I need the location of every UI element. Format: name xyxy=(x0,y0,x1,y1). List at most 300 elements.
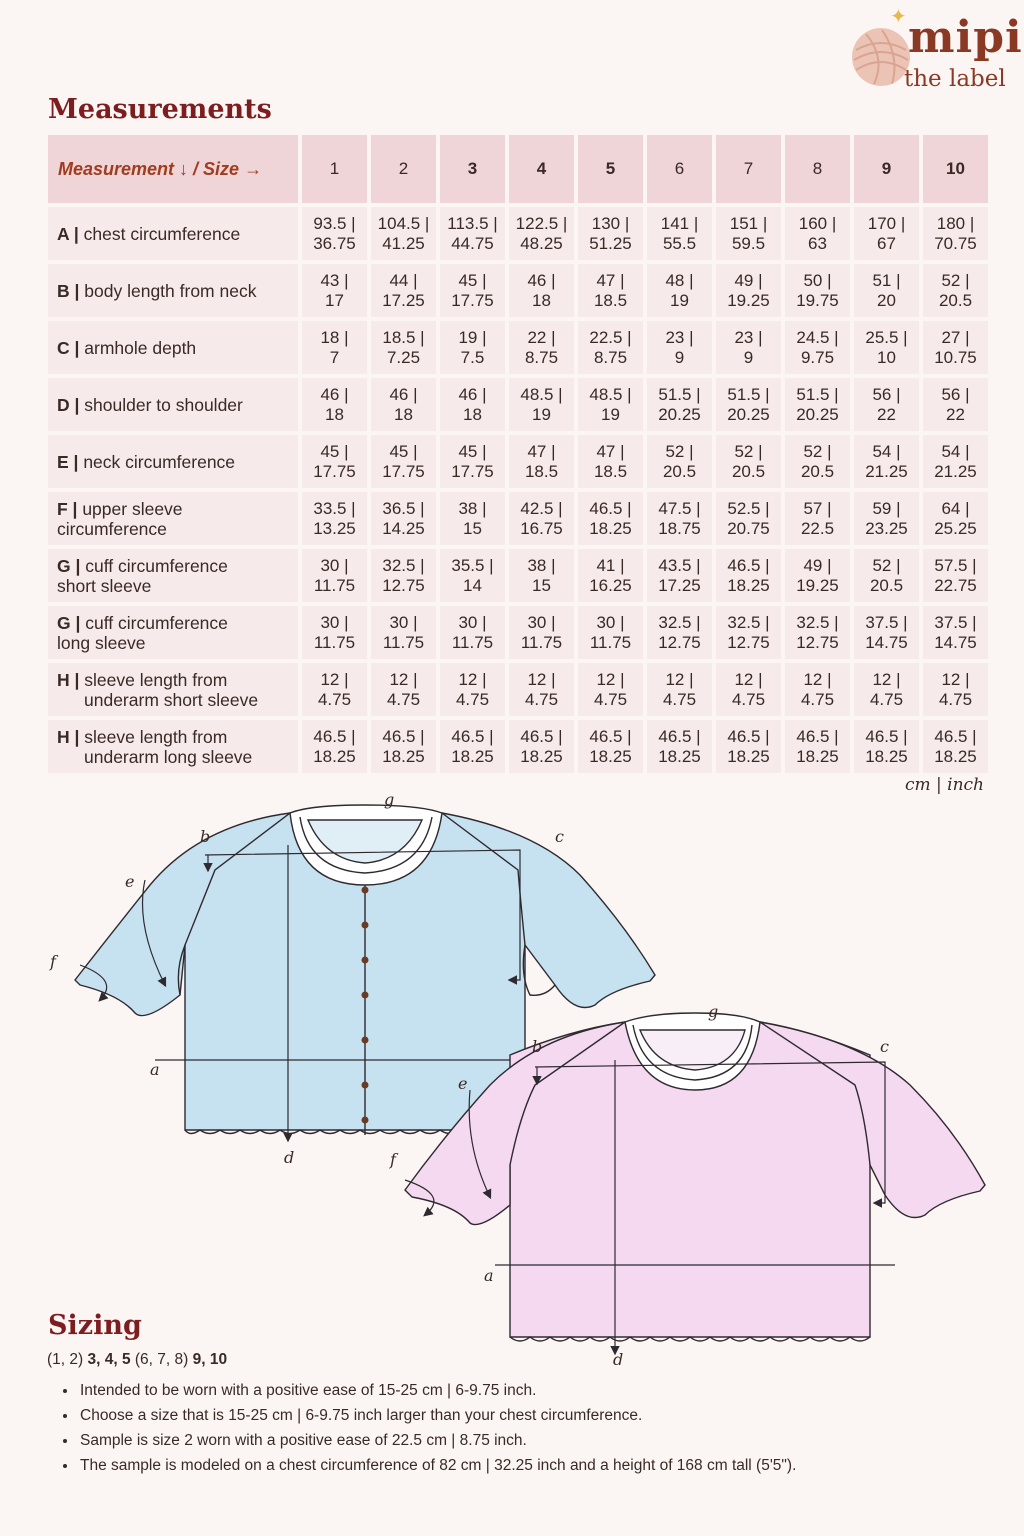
value-inch: 4.75 xyxy=(455,689,490,709)
measurement-cell xyxy=(854,435,919,488)
value-cm: 45 | xyxy=(320,441,349,461)
label-b-blue: b xyxy=(200,827,211,846)
value-inch: 20 xyxy=(877,290,896,310)
value-inch: 7 xyxy=(329,347,340,367)
measurements-title: Measurements xyxy=(48,94,272,125)
value-cm: 42.5 | xyxy=(520,498,563,518)
measurement-cell xyxy=(716,549,781,602)
value-cm: 30 | xyxy=(320,555,349,575)
value-cm: 24.5 | xyxy=(796,327,839,347)
measurement-cell xyxy=(440,207,505,260)
value-inch: 59.5 xyxy=(731,233,766,253)
measurement-label xyxy=(48,207,298,260)
measurement-cell xyxy=(785,435,850,488)
value-cm: 46.5 | xyxy=(589,726,632,746)
value-inch: 19 xyxy=(601,404,620,424)
value-inch: 17.25 xyxy=(382,290,425,310)
measurement-letter: E | xyxy=(57,451,79,472)
measurement-cell xyxy=(854,264,919,317)
value-inch: 21.25 xyxy=(934,461,977,481)
measurement-cell xyxy=(716,492,781,545)
value-inch: 21.25 xyxy=(865,461,908,481)
size-header: 10 xyxy=(923,135,988,203)
measurement-label xyxy=(48,606,298,659)
measurement-letter: G | xyxy=(57,555,81,576)
value-cm: 33.5 | xyxy=(313,498,356,518)
value-inch: 7.25 xyxy=(386,347,421,367)
label-g-blue: g xyxy=(384,790,395,809)
value-cm: 25.5 | xyxy=(865,327,908,347)
measurement-cell xyxy=(854,549,919,602)
yarn-ball-icon xyxy=(852,28,910,86)
value-inch: 67 xyxy=(877,233,896,253)
value-inch: 20.25 xyxy=(727,404,770,424)
value-inch: 20.75 xyxy=(727,518,770,538)
value-inch: 4.75 xyxy=(386,689,421,709)
brand-logo xyxy=(848,0,1024,100)
measurement-cell xyxy=(302,321,367,374)
value-cm: 51.5 | xyxy=(796,384,839,404)
measurement-letter: H | xyxy=(57,726,80,747)
measurement-cell xyxy=(509,264,574,317)
measurement-name: armhole depth xyxy=(84,337,197,358)
value-cm: 160 | xyxy=(798,213,837,233)
measurement-cell xyxy=(440,264,505,317)
measurement-cell xyxy=(302,606,367,659)
table-row xyxy=(48,378,988,431)
measurement-cell xyxy=(509,606,574,659)
label-e-pink: e xyxy=(458,1074,468,1093)
measurement-cell xyxy=(509,663,574,716)
measurement-cell xyxy=(785,663,850,716)
measurement-cell xyxy=(509,207,574,260)
measurement-cell xyxy=(716,663,781,716)
table-row xyxy=(48,207,988,260)
measurement-cell xyxy=(371,720,436,773)
measurement-cell xyxy=(371,435,436,488)
value-cm: 32.5 | xyxy=(382,555,425,575)
measurement-name-line2: long sleeve xyxy=(57,632,146,653)
value-cm: 51 | xyxy=(872,270,901,290)
table-row xyxy=(48,606,988,659)
measurement-cell xyxy=(440,321,505,374)
value-inch: 7.5 xyxy=(460,347,485,367)
unit-note: cm | inch xyxy=(904,775,984,795)
value-cm: 43 | xyxy=(320,270,349,290)
value-inch: 18 xyxy=(532,290,551,310)
measurement-cell xyxy=(716,435,781,488)
measurement-label xyxy=(48,378,298,431)
value-inch: 10.75 xyxy=(934,347,977,367)
measurement-name-line2: underarm short sleeve xyxy=(84,689,259,710)
measurement-cell xyxy=(647,606,712,659)
size-header: 4 xyxy=(509,135,574,203)
value-cm: 48.5 | xyxy=(589,384,632,404)
brand-tagline: the label xyxy=(904,66,1006,92)
value-inch: 18.25 xyxy=(727,575,770,595)
value-inch: 11.75 xyxy=(382,632,425,652)
value-inch: 18.25 xyxy=(727,746,770,766)
measurement-cell xyxy=(854,321,919,374)
value-cm: 50 | xyxy=(803,270,832,290)
label-c-pink: c xyxy=(880,1037,889,1056)
value-inch: 11.75 xyxy=(313,632,356,652)
value-cm: 47 | xyxy=(596,441,625,461)
size-groups xyxy=(47,1351,227,1369)
table-row xyxy=(48,663,988,716)
value-inch: 17 xyxy=(325,290,344,310)
value-cm: 12 | xyxy=(803,669,832,689)
measurement-cell xyxy=(923,435,988,488)
value-inch: 15 xyxy=(532,575,551,595)
value-cm: 38 | xyxy=(527,555,556,575)
measurement-cell xyxy=(923,321,988,374)
measurement-cell xyxy=(302,378,367,431)
measurement-cell xyxy=(302,663,367,716)
measurement-cell xyxy=(578,549,643,602)
measurement-cell xyxy=(647,435,712,488)
size-header: 7 xyxy=(716,135,781,203)
value-inch: 13.25 xyxy=(313,518,356,538)
value-inch: 11.75 xyxy=(520,632,563,652)
value-cm: 37.5 | xyxy=(934,612,977,632)
value-inch: 15 xyxy=(463,518,482,538)
value-inch: 22.75 xyxy=(934,575,977,595)
value-inch: 25.25 xyxy=(934,518,977,538)
value-cm: 12 | xyxy=(665,669,694,689)
value-cm: 30 | xyxy=(596,612,625,632)
measurement-letter: A | xyxy=(57,223,79,244)
measurement-cell xyxy=(302,549,367,602)
measurement-cell xyxy=(785,321,850,374)
value-cm: 37.5 | xyxy=(865,612,908,632)
value-inch: 22.5 xyxy=(800,518,835,538)
measurement-name: upper sleeve xyxy=(82,498,183,519)
measurement-label xyxy=(48,720,298,773)
measurement-cell xyxy=(923,549,988,602)
measurement-cell xyxy=(716,264,781,317)
measurement-cell xyxy=(923,606,988,659)
value-cm: 35.5 | xyxy=(451,555,494,575)
value-inch: 44.75 xyxy=(451,233,494,253)
value-inch: 12.75 xyxy=(658,632,701,652)
measurement-cell xyxy=(785,492,850,545)
value-inch: 11.75 xyxy=(451,632,494,652)
value-inch: 16.75 xyxy=(520,518,563,538)
value-cm: 46.5 | xyxy=(727,726,770,746)
measurement-cell xyxy=(785,264,850,317)
value-cm: 46 | xyxy=(320,384,349,404)
measurement-label xyxy=(48,549,298,602)
value-inch: 18.25 xyxy=(658,746,701,766)
measurement-cell xyxy=(509,492,574,545)
label-d-blue: d xyxy=(284,1148,295,1167)
measurement-cell xyxy=(923,264,988,317)
value-inch: 18 xyxy=(463,404,482,424)
measurement-cell xyxy=(785,207,850,260)
measurement-label xyxy=(48,435,298,488)
measurement-cell xyxy=(647,492,712,545)
value-inch: 18.5 xyxy=(524,461,559,481)
size-header: 2 xyxy=(371,135,436,203)
measurement-cell xyxy=(302,264,367,317)
measurement-cell xyxy=(647,549,712,602)
value-cm: 57 | xyxy=(803,498,832,518)
measurement-cell xyxy=(578,606,643,659)
value-inch: 19.25 xyxy=(727,290,770,310)
value-inch: 18.25 xyxy=(796,746,839,766)
measurement-cell xyxy=(923,378,988,431)
measurement-name: sleeve length from xyxy=(84,669,228,690)
value-cm: 12 | xyxy=(596,669,625,689)
measurement-cell xyxy=(302,207,367,260)
measurement-cell xyxy=(302,435,367,488)
value-cm: 49 | xyxy=(803,555,832,575)
value-inch: 18.75 xyxy=(658,518,701,538)
value-inch: 4.75 xyxy=(524,689,559,709)
value-cm: 32.5 | xyxy=(796,612,839,632)
value-cm: 46.5 | xyxy=(520,726,563,746)
value-inch: 10 xyxy=(877,347,896,367)
value-cm: 151 | xyxy=(729,213,768,233)
value-cm: 46.5 | xyxy=(382,726,425,746)
sizing-title: Sizing xyxy=(48,1310,142,1341)
measurement-cell xyxy=(371,321,436,374)
size-group: 3, 4, 5 xyxy=(87,1351,131,1368)
measurement-letter: G | xyxy=(57,612,81,633)
value-cm: 56 | xyxy=(872,384,901,404)
value-cm: 43.5 | xyxy=(658,555,701,575)
size-header: 9 xyxy=(854,135,919,203)
value-inch: 18.25 xyxy=(451,746,494,766)
value-inch: 20.5 xyxy=(938,290,973,310)
table-row xyxy=(48,321,988,374)
measurement-cell xyxy=(785,549,850,602)
sizing-note: • Choose a size that is 15-25 cm | 6-9.75 inch larger than your chest circumference. xyxy=(78,1403,796,1428)
measurement-label xyxy=(48,663,298,716)
value-cm: 113.5 | xyxy=(447,213,498,233)
value-inch: 9 xyxy=(674,347,685,367)
value-cm: 56 | xyxy=(941,384,970,404)
measurement-cell xyxy=(578,720,643,773)
value-inch: 14.75 xyxy=(934,632,977,652)
value-inch: 51.25 xyxy=(589,233,632,253)
measurement-letter: D | xyxy=(57,394,80,415)
value-inch: 18.25 xyxy=(865,746,908,766)
value-inch: 17.75 xyxy=(451,461,494,481)
measurement-cell xyxy=(854,492,919,545)
value-cm: 52 | xyxy=(665,441,694,461)
value-cm: 59 | xyxy=(872,498,901,518)
measurement-letter: H | xyxy=(57,669,80,690)
value-cm: 52 | xyxy=(734,441,763,461)
measurement-cell xyxy=(854,663,919,716)
value-cm: 49 | xyxy=(734,270,763,290)
value-cm: 122.5 | xyxy=(515,213,568,233)
sizing-notes xyxy=(58,1378,796,1478)
measurement-cell xyxy=(923,207,988,260)
measurement-cell xyxy=(854,720,919,773)
value-cm: 52.5 | xyxy=(727,498,770,518)
measurement-name-line2: underarm long sleeve xyxy=(84,746,253,767)
value-inch: 20.5 xyxy=(800,461,835,481)
sizing-note: • Sample is size 2 worn with a positive ease of 22.5 cm | 8.75 inch. xyxy=(78,1428,796,1453)
size-header: 5 xyxy=(578,135,643,203)
value-cm: 46.5 | xyxy=(727,555,770,575)
value-cm: 46.5 | xyxy=(865,726,908,746)
size-group: (1, 2) xyxy=(47,1351,88,1368)
size-group: (6, 7, 8) xyxy=(130,1351,193,1368)
value-cm: 22 | xyxy=(527,327,556,347)
measurement-letter: B | xyxy=(57,280,80,301)
table-header-row xyxy=(48,135,988,203)
measurement-cell xyxy=(371,606,436,659)
value-inch: 17.75 xyxy=(382,461,425,481)
measurement-cell xyxy=(716,378,781,431)
measurement-cell xyxy=(578,321,643,374)
value-inch: 20.25 xyxy=(658,404,701,424)
measurement-cell xyxy=(578,264,643,317)
measurement-cell xyxy=(785,606,850,659)
value-cm: 46.5 | xyxy=(451,726,494,746)
value-cm: 45 | xyxy=(389,441,418,461)
value-inch: 14.25 xyxy=(382,518,425,538)
measurement-cell xyxy=(923,720,988,773)
value-inch: 18.25 xyxy=(589,518,632,538)
value-cm: 46 | xyxy=(527,270,556,290)
measurement-cell xyxy=(371,492,436,545)
value-cm: 54 | xyxy=(872,441,901,461)
value-cm: 46.5 | xyxy=(313,726,356,746)
value-inch: 16.25 xyxy=(589,575,632,595)
measurement-label xyxy=(48,321,298,374)
measurement-cell xyxy=(923,663,988,716)
measurement-cell xyxy=(509,378,574,431)
measurement-cell xyxy=(854,378,919,431)
value-cm: 12 | xyxy=(941,669,970,689)
value-cm: 27 | xyxy=(941,327,970,347)
value-inch: 4.75 xyxy=(800,689,835,709)
measurement-cell xyxy=(785,378,850,431)
measurement-cell xyxy=(578,663,643,716)
value-inch: 17.75 xyxy=(313,461,356,481)
value-inch: 36.75 xyxy=(313,233,356,253)
sizing-note: • The sample is modeled on a chest circumference of 82 cm | 32.25 inch and a height of 168 cm tall (5'5"). xyxy=(78,1453,796,1478)
measurement-label xyxy=(48,264,298,317)
value-cm: 51.5 | xyxy=(727,384,770,404)
value-inch: 18.25 xyxy=(589,746,632,766)
table-row xyxy=(48,492,988,545)
value-cm: 46.5 | xyxy=(589,498,632,518)
value-cm: 47 | xyxy=(596,270,625,290)
size-header: 3 xyxy=(440,135,505,203)
value-cm: 64 | xyxy=(941,498,970,518)
label-f-blue: f xyxy=(50,952,56,971)
value-cm: 47.5 | xyxy=(658,498,701,518)
value-cm: 12 | xyxy=(872,669,901,689)
value-cm: 57.5 | xyxy=(934,555,977,575)
value-inch: 8.75 xyxy=(524,347,559,367)
value-inch: 11.75 xyxy=(589,632,632,652)
value-inch: 18.5 xyxy=(593,461,628,481)
value-inch: 41.25 xyxy=(382,233,425,253)
value-cm: 30 | xyxy=(527,612,556,632)
value-cm: 46.5 | xyxy=(934,726,977,746)
value-cm: 44 | xyxy=(389,270,418,290)
table-row xyxy=(48,435,988,488)
value-inch: 4.75 xyxy=(317,689,352,709)
value-cm: 48 | xyxy=(665,270,694,290)
value-cm: 32.5 | xyxy=(658,612,701,632)
value-inch: 17.25 xyxy=(658,575,701,595)
measurement-cell xyxy=(716,606,781,659)
measurement-cell xyxy=(647,720,712,773)
measurement-cell xyxy=(578,378,643,431)
measurement-cell xyxy=(440,549,505,602)
value-cm: 51.5 | xyxy=(658,384,701,404)
value-inch: 70.75 xyxy=(934,233,977,253)
value-inch: 4.75 xyxy=(869,689,904,709)
value-cm: 93.5 | xyxy=(313,213,356,233)
value-cm: 23 | xyxy=(734,327,763,347)
measurement-name: body length from neck xyxy=(84,280,257,301)
value-cm: 19 | xyxy=(458,327,487,347)
measurement-cell xyxy=(440,435,505,488)
value-cm: 32.5 | xyxy=(727,612,770,632)
value-inch: 9.75 xyxy=(800,347,835,367)
value-inch: 4.75 xyxy=(593,689,628,709)
value-cm: 130 | xyxy=(591,213,630,233)
value-cm: 48.5 | xyxy=(520,384,563,404)
value-cm: 18 | xyxy=(320,327,349,347)
value-inch: 17.75 xyxy=(451,290,494,310)
value-inch: 4.75 xyxy=(731,689,766,709)
value-cm: 12 | xyxy=(389,669,418,689)
measurement-letter: F | xyxy=(57,498,78,519)
measurement-cell xyxy=(785,720,850,773)
value-inch: 63 xyxy=(808,233,827,253)
value-cm: 12 | xyxy=(458,669,487,689)
table-row xyxy=(48,720,988,773)
value-inch: 20.25 xyxy=(796,404,839,424)
value-cm: 38 | xyxy=(458,498,487,518)
value-inch: 18.25 xyxy=(520,746,563,766)
measurement-cell xyxy=(440,378,505,431)
measurement-cell xyxy=(371,378,436,431)
measurement-cell xyxy=(854,207,919,260)
size-header: 6 xyxy=(647,135,712,203)
value-cm: 52 | xyxy=(803,441,832,461)
measurement-name: neck circumference xyxy=(83,451,236,472)
measurements-table xyxy=(44,131,992,777)
measurement-cell xyxy=(509,435,574,488)
label-a-pink: a xyxy=(484,1266,494,1285)
size-group: 9, 10 xyxy=(192,1351,228,1368)
value-inch: 11.75 xyxy=(313,575,356,595)
measurement-cell xyxy=(647,321,712,374)
value-inch: 9 xyxy=(743,347,754,367)
value-inch: 22 xyxy=(877,404,896,424)
value-cm: 46.5 | xyxy=(658,726,701,746)
label-f-pink: f xyxy=(390,1150,396,1169)
measurement-cell xyxy=(371,207,436,260)
value-cm: 30 | xyxy=(320,612,349,632)
value-inch: 20.5 xyxy=(869,575,904,595)
value-inch: 55.5 xyxy=(662,233,697,253)
value-inch: 14 xyxy=(463,575,482,595)
measurement-cell xyxy=(578,207,643,260)
value-inch: 4.75 xyxy=(662,689,697,709)
